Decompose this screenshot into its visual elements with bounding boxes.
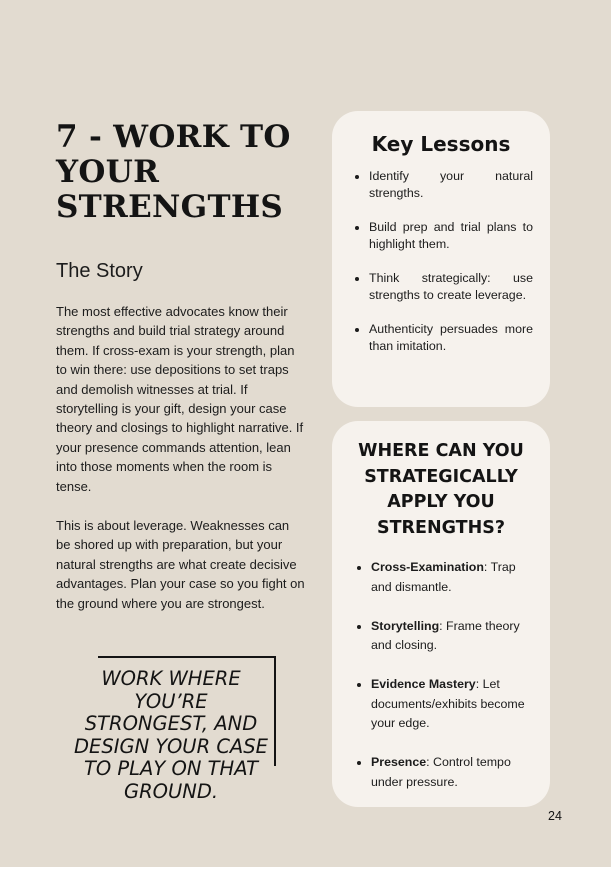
story-paragraph-2: This is about leverage. Weaknesses can be shored up with preparation, but your natural strengths are what create decisive advantages. Plan your case so you fight on the ground where you are strongest. — [56, 518, 305, 611]
key-lessons-card — [332, 111, 550, 407]
strength-description: : Control tempo under pressure. — [371, 755, 511, 789]
lesson-item: Think strategically: use strengths to create leverage. — [369, 271, 533, 302]
key-lessons-title: Key Lessons — [371, 132, 511, 156]
key-lessons-list — [369, 168, 533, 372]
strength-description: : Frame theory and closing. — [371, 618, 520, 653]
strength-item — [371, 558, 531, 597]
strength-term: Presence — [371, 755, 427, 770]
strength-term: Cross-Examination — [371, 560, 484, 574]
apply-strengths-list — [371, 558, 531, 812]
strength-term: Storytelling — [371, 618, 440, 633]
story-paragraph-1: The most effective advocates know their strengths and build trial strategy around them. If cross-exam is your strength, plan to win there: use depositions to set traps and demolish witnesses at trial. If storytelling is your gift, design your case theory and closings to highlight narrative. If your presence commands attention, lean into those moments when the room is tense. — [56, 304, 304, 494]
pull-quote: WORK WHERE YOU’RE STRONGEST, AND DESIGN YOUR CASE TO PLAY ON THAT GROUND. — [74, 667, 268, 803]
section-subtitle: The Story — [56, 260, 143, 282]
page-title: 7 - WORK TO YOUR STRENGTHS — [56, 119, 291, 225]
lesson-item: Build prep and trial plans to highlight them. — [369, 220, 533, 251]
strength-item — [371, 617, 531, 656]
strength-item — [371, 753, 531, 792]
strength-description: : Trap and dismantle. — [371, 560, 516, 594]
lesson-item: Authenticity persuades more than imitation. — [369, 322, 533, 353]
apply-strengths-card — [332, 421, 550, 807]
strength-item — [371, 675, 531, 734]
strength-description: : Let documents/exhibits become your edge. — [371, 677, 525, 731]
strength-term: Evidence Mastery — [371, 677, 476, 692]
page-number: 24 — [548, 809, 562, 823]
apply-strengths-title: WHERE CAN YOU STRATEGICALLY APPLY YOU STRENGTHS? — [358, 441, 524, 539]
lesson-item: Identify your natural strengths. — [369, 169, 533, 200]
